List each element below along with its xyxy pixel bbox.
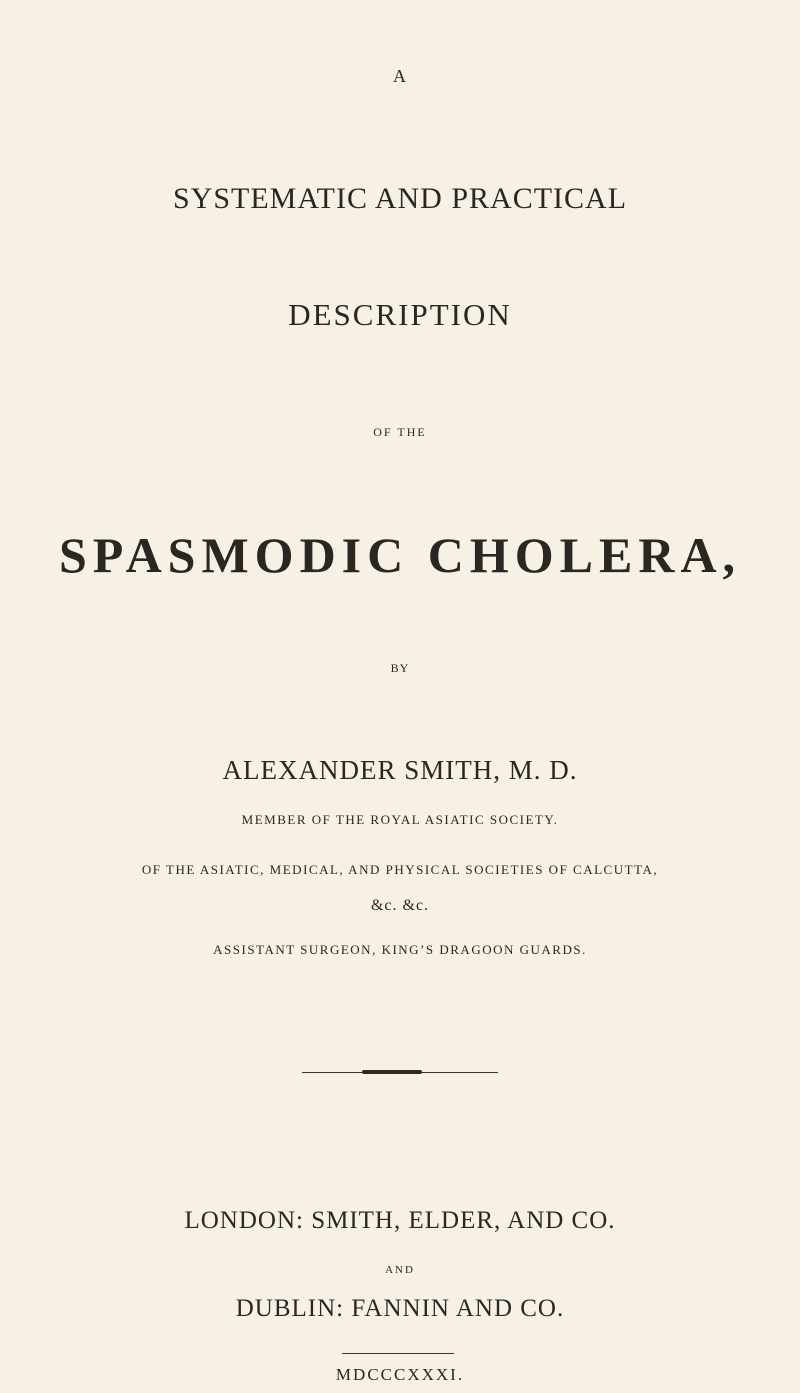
short-rule — [342, 1353, 454, 1354]
title-article: A — [393, 66, 407, 86]
credential-assistant-surgeon: ASSISTANT SURGEON, KING’S DRAGOON GUARDS. — [213, 942, 587, 957]
subject-title: SPASMODIC CHOLERA, — [58, 527, 742, 583]
credential-etcetera: &c. &c. — [370, 897, 430, 914]
of-the-text: OF THE — [373, 425, 427, 439]
title-line-2: DESCRIPTION — [288, 297, 512, 332]
credential-royal-asiatic: MEMBER OF THE ROYAL ASIATIC SOCIETY. — [241, 812, 559, 827]
ornamental-rule — [302, 1072, 498, 1073]
author-name: ALEXANDER SMITH, M. D. — [222, 755, 578, 785]
ornamental-rule-swell — [362, 1070, 422, 1074]
imprint-dublin: DUBLIN: FANNIN AND CO. — [235, 1295, 565, 1322]
publication-date: MDCCCXXXI. — [335, 1365, 465, 1384]
by-text: BY — [390, 661, 410, 675]
credential-calcutta-societies: OF THE ASIATIC, MEDICAL, AND PHYSICAL SOCIETIES OF CALCUTTA, — [141, 862, 659, 877]
imprint-london: LONDON: SMITH, ELDER, AND CO. — [184, 1207, 616, 1234]
title-line-1: SYSTEMATIC AND PRACTICAL — [172, 182, 628, 215]
imprint-and: AND — [385, 1264, 415, 1276]
